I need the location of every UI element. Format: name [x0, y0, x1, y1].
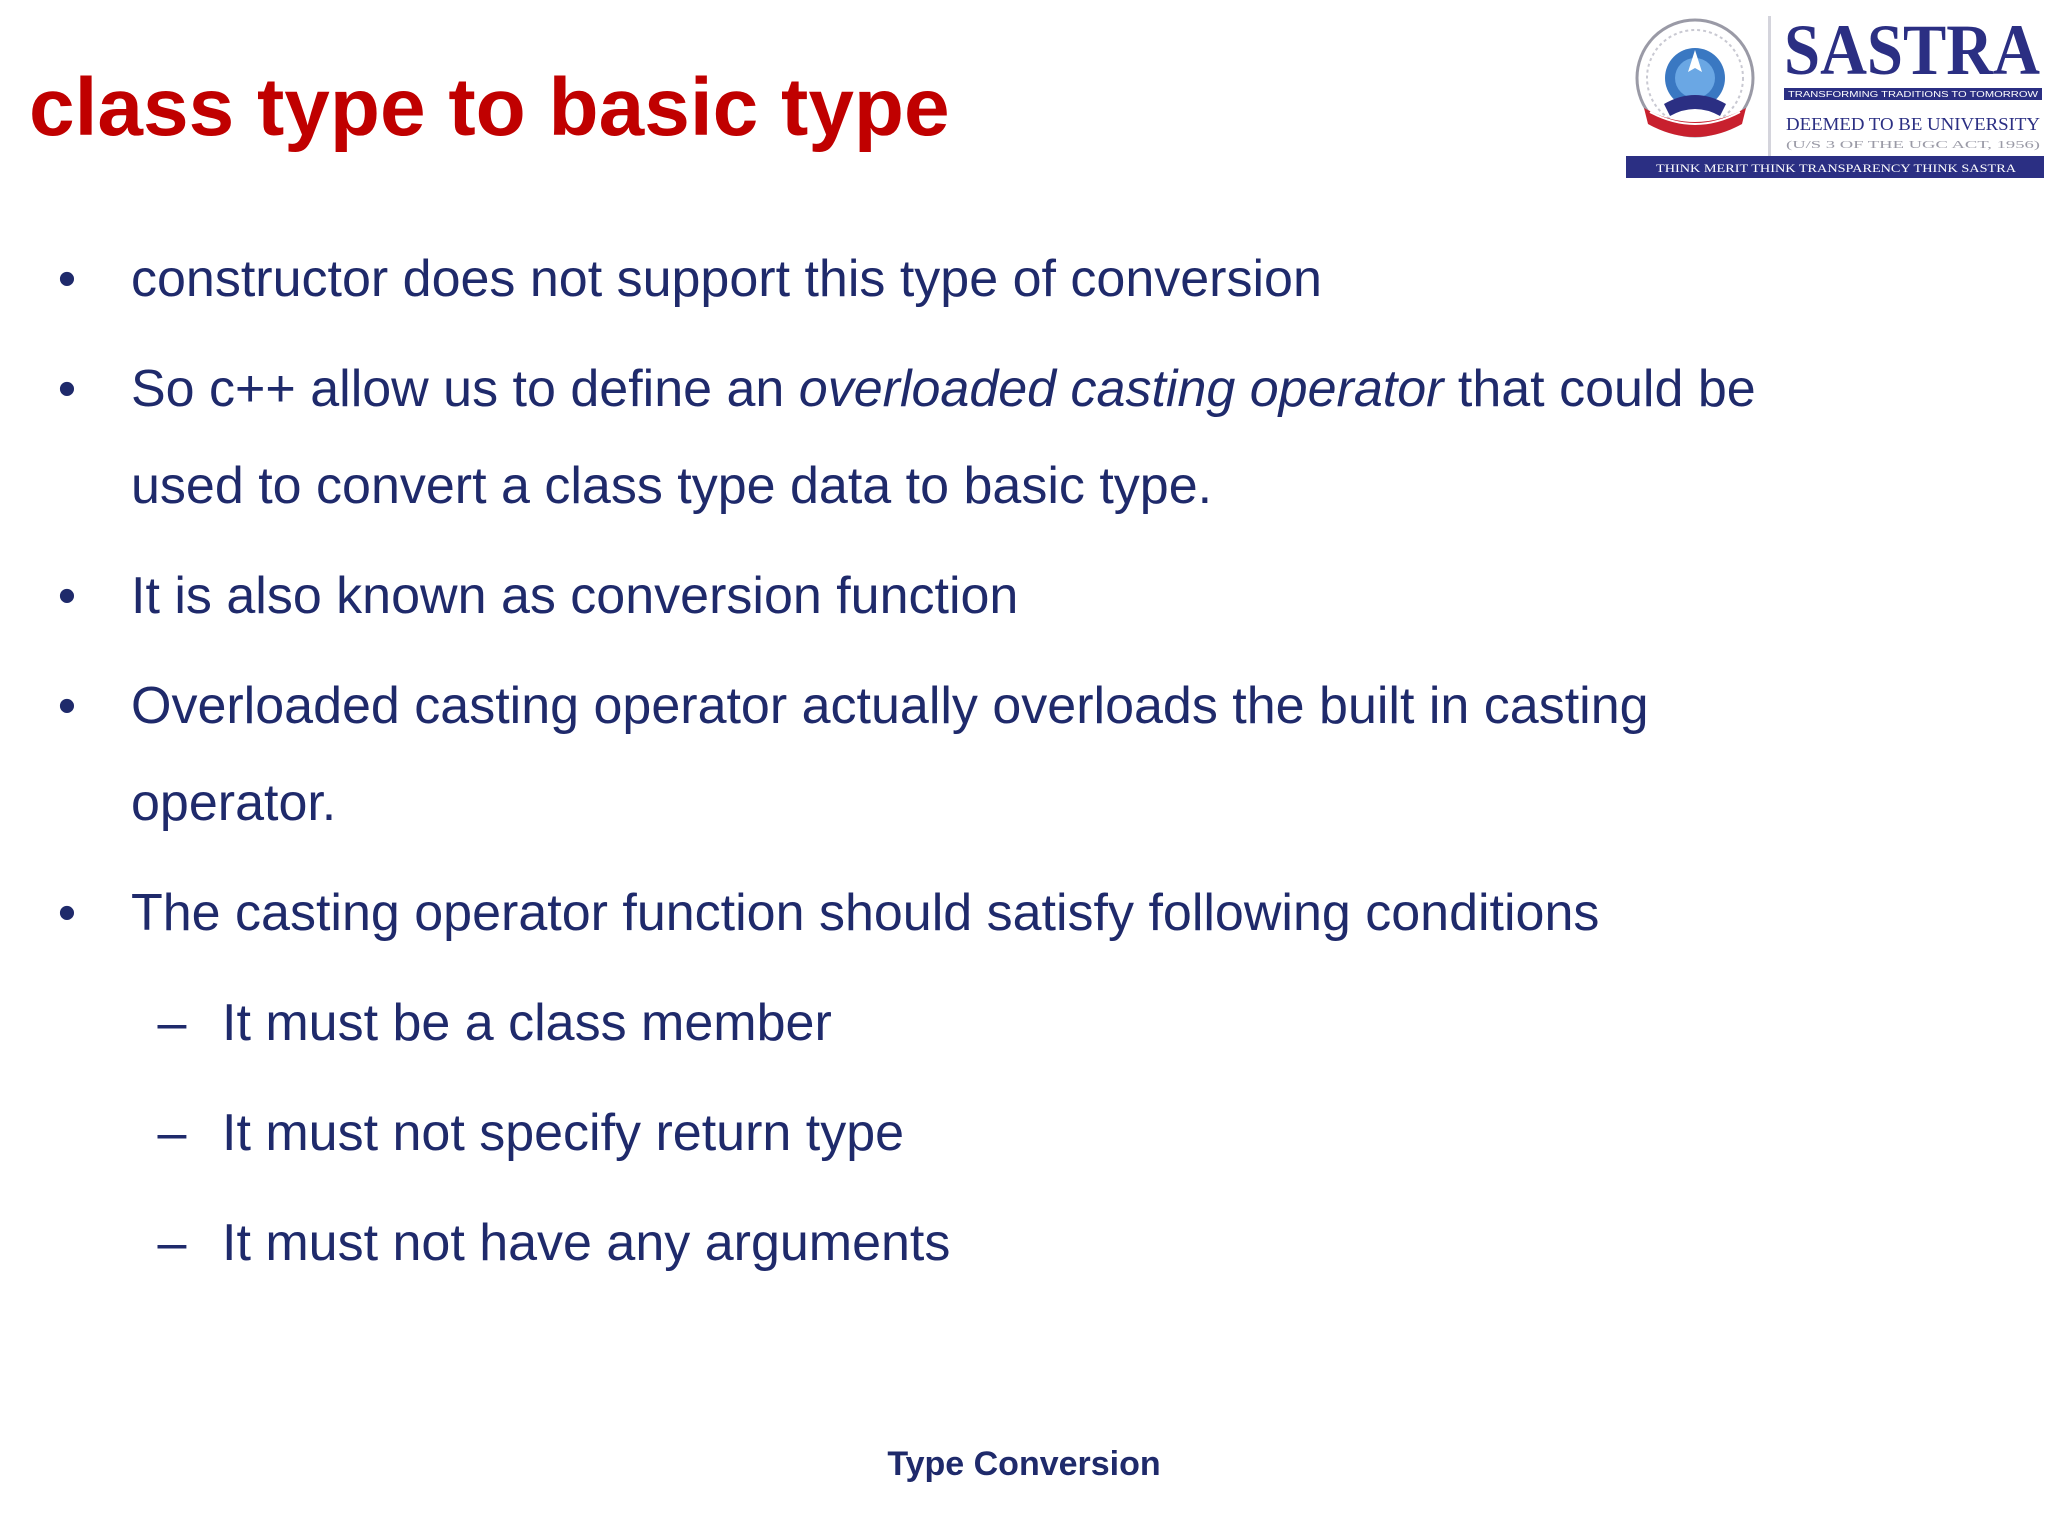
- sub-bullet-text: It must not have any arguments: [222, 1214, 951, 1272]
- bullet-text: constructor does not support this type of conversion: [131, 250, 1322, 308]
- bullet-text: The casting operator function should satisfy following conditions: [131, 884, 1600, 942]
- logo-name: SASTRA: [1784, 10, 2040, 88]
- logo-subtitle-small: (U/S 3 OF THE UGC ACT, 1956): [1786, 139, 2041, 151]
- bullet-text: Overloaded casting operator actually overloads the built in casting: [131, 677, 1649, 735]
- logo-subtitle: DEEMED TO BE UNIVERSITY: [1786, 114, 2040, 134]
- logo-motto: TRANSFORMING TRADITIONS TO TOMORROW: [1788, 90, 2039, 99]
- emphasized-term: overloaded casting operator: [798, 360, 1444, 418]
- slide-title: class type to basic type: [29, 62, 950, 153]
- bullet-marker: •: [57, 884, 77, 942]
- dash-marker: –: [157, 1104, 187, 1162]
- bullet-marker: •: [57, 250, 77, 308]
- sub-bullet-text: It must not specify return type: [222, 1104, 905, 1162]
- bullet-marker: •: [57, 360, 77, 418]
- bullet-text-start: So c++ allow us to define an: [131, 360, 799, 418]
- bullet-marker: •: [57, 567, 77, 625]
- bullet-text: operator.: [131, 774, 337, 832]
- slide-footer: Type Conversion: [887, 1445, 1161, 1483]
- bullet-text-end: that could be: [1443, 360, 1756, 418]
- sub-bullet-text: It must be a class member: [222, 994, 832, 1052]
- bullet-text: It is also known as conversion function: [131, 567, 1019, 625]
- dash-marker: –: [157, 994, 187, 1052]
- bullet-text: [131, 340, 1756, 438]
- logo-band-label: THINK MERIT THINK TRANSPARENCY THINK SASTRA: [1656, 161, 2017, 175]
- bullet-text: used to convert a class type data to basic type.: [131, 457, 1213, 515]
- bullet-marker: •: [57, 677, 77, 735]
- dash-marker: –: [157, 1214, 187, 1272]
